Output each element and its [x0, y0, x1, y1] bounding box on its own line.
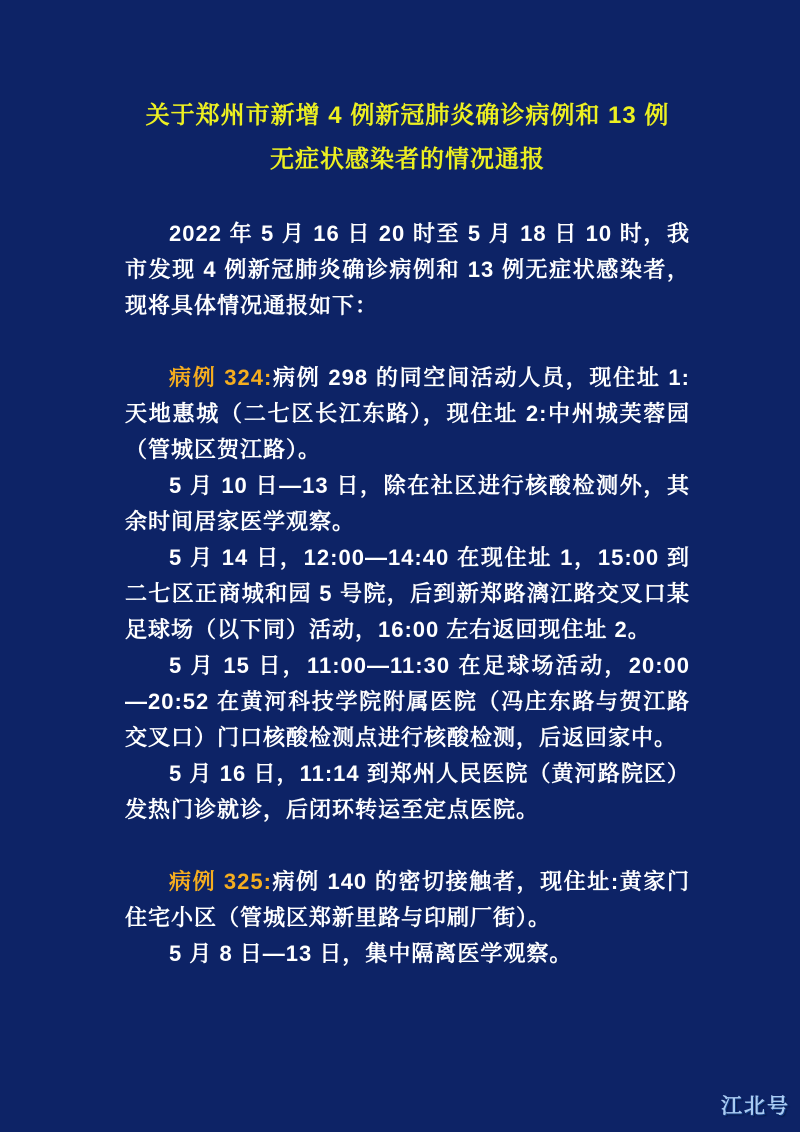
intro-paragraph: 2022 年 5 月 16 日 20 时至 5 月 18 日 10 时，我市发现 4 例新冠肺炎确诊病例和 13 例无症状感染者，现将具体情况通报如下：: [125, 221, 690, 318]
case-summary-paragraph: [125, 360, 690, 468]
case-label-324: 病例 324:: [169, 365, 273, 390]
page-title-line1: 关于郑州市新增 4 例新冠肺炎确诊病例和 13 例: [145, 102, 670, 129]
page-title-line2: 无症状感染者的情况通报: [270, 146, 545, 173]
case-summary-325: 病例 140 的密切接触者，现住址:黄家门住宅小区（管城区郑新里路与印刷厂街）。: [125, 869, 690, 930]
case-324-timeline-2: 5 月 14 日，12:00—14:40 在现住址 1，15:00 到二七区正商城和园 5 号院，后到新郑路漓江路交叉口某足球场（以下同）活动，16:00 左右返回现住址 2。: [125, 545, 690, 642]
case-325-timeline-1: 5 月 8 日—13 日，集中隔离医学观察。: [169, 941, 573, 966]
watermark: 江北号: [721, 1095, 790, 1118]
case-324-timeline-3: 5 月 15 日，11:00—11:30 在足球场活动，20:00—20:52 在黄河科技学院附属医院（冯庄东路与贺江路交叉口）门口核酸检测点进行核酸检测，后返回家中。: [125, 653, 690, 750]
case-324-timeline-4: 5 月 16 日，11:14 到郑州人民医院（黄河路院区）发热门诊就诊，后闭环转运至定点医院。: [125, 761, 690, 822]
case-324-timeline-1: 5 月 10 日—13 日，除在社区进行核酸检测外，其余时间居家医学观察。: [125, 473, 690, 534]
case-summary-324: 病例 298 的同空间活动人员，现住址 1:天地惠城（二七区长江东路），现住址 2:中州城芙蓉园（管城区贺江路）。: [125, 365, 690, 462]
case-section-324: [125, 360, 690, 828]
case-summary-paragraph: [125, 864, 690, 936]
case-label-325: 病例 325:: [169, 869, 272, 894]
case-section-325: [125, 864, 690, 972]
page-title: [125, 94, 690, 182]
